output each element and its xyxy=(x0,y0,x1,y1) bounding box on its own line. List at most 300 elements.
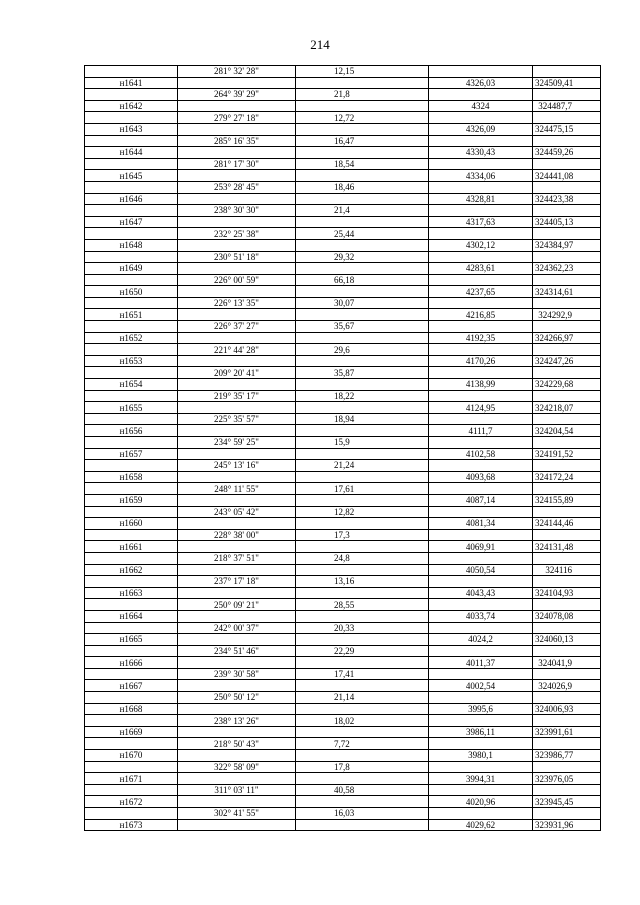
y-coord-cell: 324441,08 xyxy=(533,170,601,182)
angle-cell: 230° 51' 18" xyxy=(178,251,296,263)
table-row xyxy=(85,622,601,634)
angle-cell xyxy=(178,123,296,135)
x-coord-cell: 4283,61 xyxy=(429,263,533,275)
point-cell xyxy=(85,483,178,495)
angle-cell: 285° 16' 35" xyxy=(178,135,296,147)
length-cell xyxy=(296,402,429,414)
point-cell xyxy=(85,622,178,634)
length-cell: 20,33 xyxy=(296,622,429,634)
point-cell: н1645 xyxy=(85,170,178,182)
y-coord-cell xyxy=(533,367,601,379)
length-cell xyxy=(296,425,429,437)
y-coord-cell xyxy=(533,321,601,333)
angle-cell xyxy=(178,147,296,159)
point-cell xyxy=(85,715,178,727)
x-coord-cell xyxy=(429,437,533,449)
point-cell: н1669 xyxy=(85,726,178,738)
angle-cell xyxy=(178,494,296,506)
x-coord-cell: 4081,34 xyxy=(429,518,533,530)
y-coord-cell: 324292,9 xyxy=(533,309,601,321)
length-cell xyxy=(296,170,429,182)
point-cell: н1658 xyxy=(85,471,178,483)
x-coord-cell xyxy=(429,274,533,286)
angle-cell: 250° 09' 21" xyxy=(178,599,296,611)
point-cell: н1642 xyxy=(85,100,178,112)
angle-cell: 225° 35' 57" xyxy=(178,413,296,425)
point-cell: н1650 xyxy=(85,286,178,298)
x-coord-cell xyxy=(429,413,533,425)
x-coord-cell: 4093,68 xyxy=(429,471,533,483)
length-cell xyxy=(296,773,429,785)
table-row xyxy=(85,645,601,657)
table-row xyxy=(85,657,601,669)
x-coord-cell xyxy=(429,112,533,124)
y-coord-cell xyxy=(533,645,601,657)
angle-cell: 250° 50' 12" xyxy=(178,692,296,704)
y-coord-cell xyxy=(533,437,601,449)
table-row xyxy=(85,483,601,495)
length-cell: 28,55 xyxy=(296,599,429,611)
x-coord-cell xyxy=(429,599,533,611)
length-cell: 40,58 xyxy=(296,784,429,796)
y-coord-cell: 324026,9 xyxy=(533,680,601,692)
y-coord-cell xyxy=(533,784,601,796)
angle-cell xyxy=(178,216,296,228)
length-cell xyxy=(296,147,429,159)
x-coord-cell: 4043,43 xyxy=(429,587,533,599)
table-row xyxy=(85,506,601,518)
point-cell xyxy=(85,599,178,611)
angle-cell: 281° 32' 28" xyxy=(178,66,296,78)
x-coord-cell xyxy=(429,460,533,472)
length-cell: 18,22 xyxy=(296,390,429,402)
table-row xyxy=(85,181,601,193)
x-coord-cell xyxy=(429,692,533,704)
x-coord-cell xyxy=(429,784,533,796)
angle-cell xyxy=(178,796,296,808)
x-coord-cell xyxy=(429,158,533,170)
table-row xyxy=(85,773,601,785)
y-coord-cell: 324314,61 xyxy=(533,286,601,298)
table-row xyxy=(85,529,601,541)
point-cell: н1662 xyxy=(85,564,178,576)
y-coord-cell: 324423,38 xyxy=(533,193,601,205)
angle-cell xyxy=(178,379,296,391)
point-cell xyxy=(85,437,178,449)
x-coord-cell: 4216,85 xyxy=(429,309,533,321)
x-coord-cell: 4330,43 xyxy=(429,147,533,159)
table-row xyxy=(85,680,601,692)
table-row xyxy=(85,610,601,622)
length-cell: 18,54 xyxy=(296,158,429,170)
y-coord-cell: 324459,26 xyxy=(533,147,601,159)
x-coord-cell: 4024,2 xyxy=(429,634,533,646)
x-coord-cell xyxy=(429,344,533,356)
y-coord-cell xyxy=(533,390,601,402)
x-coord-cell xyxy=(429,761,533,773)
x-coord-cell xyxy=(429,552,533,564)
angle-cell: 253° 28' 45" xyxy=(178,181,296,193)
point-cell: н1666 xyxy=(85,657,178,669)
table-row xyxy=(85,89,601,101)
y-coord-cell xyxy=(533,112,601,124)
table-row xyxy=(85,251,601,263)
angle-cell: 239° 30' 58" xyxy=(178,668,296,680)
length-cell xyxy=(296,100,429,112)
table-row xyxy=(85,576,601,588)
x-coord-cell xyxy=(429,483,533,495)
length-cell xyxy=(296,541,429,553)
length-cell xyxy=(296,657,429,669)
table-row xyxy=(85,158,601,170)
table-row xyxy=(85,518,601,530)
table-row xyxy=(85,274,601,286)
point-cell xyxy=(85,692,178,704)
x-coord-cell xyxy=(429,89,533,101)
angle-cell xyxy=(178,819,296,831)
point-cell xyxy=(85,645,178,657)
angle-cell xyxy=(178,263,296,275)
table-row xyxy=(85,750,601,762)
x-coord-cell xyxy=(429,738,533,750)
table-row xyxy=(85,216,601,228)
x-coord-cell: 4334,06 xyxy=(429,170,533,182)
table-row xyxy=(85,564,601,576)
table-row xyxy=(85,205,601,217)
x-coord-cell xyxy=(429,506,533,518)
point-cell: н1660 xyxy=(85,518,178,530)
angle-cell: 228° 38' 00" xyxy=(178,529,296,541)
length-cell xyxy=(296,819,429,831)
table-row xyxy=(85,112,601,124)
point-cell xyxy=(85,738,178,750)
y-coord-cell xyxy=(533,181,601,193)
y-coord-cell xyxy=(533,205,601,217)
point-cell xyxy=(85,784,178,796)
y-coord-cell: 324247,26 xyxy=(533,355,601,367)
angle-cell: 221° 44' 28" xyxy=(178,344,296,356)
angle-cell: 234° 51' 46" xyxy=(178,645,296,657)
table-row xyxy=(85,100,601,112)
length-cell: 21,8 xyxy=(296,89,429,101)
point-cell xyxy=(85,506,178,518)
x-coord-cell xyxy=(429,529,533,541)
x-coord-cell xyxy=(429,622,533,634)
y-coord-cell: 324218,07 xyxy=(533,402,601,414)
y-coord-cell: 324104,93 xyxy=(533,587,601,599)
angle-cell: 264° 39' 29" xyxy=(178,89,296,101)
x-coord-cell xyxy=(429,645,533,657)
angle-cell: 311° 03' 11" xyxy=(178,784,296,796)
x-coord-cell: 4324 xyxy=(429,100,533,112)
x-coord-cell: 4138,99 xyxy=(429,379,533,391)
point-cell: н1659 xyxy=(85,494,178,506)
table-row xyxy=(85,761,601,773)
x-coord-cell xyxy=(429,321,533,333)
length-cell xyxy=(296,750,429,762)
angle-cell xyxy=(178,773,296,785)
length-cell xyxy=(296,564,429,576)
x-coord-cell xyxy=(429,297,533,309)
y-coord-cell xyxy=(533,158,601,170)
y-coord-cell: 323991,61 xyxy=(533,726,601,738)
x-coord-cell: 4124,95 xyxy=(429,402,533,414)
y-coord-cell: 324060,13 xyxy=(533,634,601,646)
angle-cell: 226° 00' 59" xyxy=(178,274,296,286)
y-coord-cell xyxy=(533,668,601,680)
y-coord-cell xyxy=(533,251,601,263)
length-cell: 17,61 xyxy=(296,483,429,495)
x-coord-cell: 4237,65 xyxy=(429,286,533,298)
table-row xyxy=(85,135,601,147)
angle-cell xyxy=(178,541,296,553)
angle-cell: 219° 35' 17" xyxy=(178,390,296,402)
angle-cell: 238° 30' 30" xyxy=(178,205,296,217)
y-coord-cell: 324204,54 xyxy=(533,425,601,437)
length-cell xyxy=(296,610,429,622)
table-row xyxy=(85,66,601,78)
angle-cell xyxy=(178,750,296,762)
x-coord-cell: 4011,37 xyxy=(429,657,533,669)
point-cell: н1649 xyxy=(85,263,178,275)
y-coord-cell xyxy=(533,66,601,78)
y-coord-cell xyxy=(533,228,601,240)
length-cell xyxy=(296,355,429,367)
point-cell: н1671 xyxy=(85,773,178,785)
length-cell: 13,16 xyxy=(296,576,429,588)
y-coord-cell xyxy=(533,460,601,472)
length-cell: 17,8 xyxy=(296,761,429,773)
angle-cell: 218° 50' 43" xyxy=(178,738,296,750)
angle-cell: 322° 58' 09" xyxy=(178,761,296,773)
table-row xyxy=(85,309,601,321)
y-coord-cell: 324116 xyxy=(533,564,601,576)
length-cell: 12,15 xyxy=(296,66,429,78)
length-cell: 15,9 xyxy=(296,437,429,449)
y-coord-cell: 323945,45 xyxy=(533,796,601,808)
y-coord-cell: 324405,13 xyxy=(533,216,601,228)
point-cell xyxy=(85,367,178,379)
y-coord-cell xyxy=(533,135,601,147)
table-row xyxy=(85,413,601,425)
table-row xyxy=(85,784,601,796)
length-cell: 7,72 xyxy=(296,738,429,750)
point-cell: н1663 xyxy=(85,587,178,599)
point-cell xyxy=(85,251,178,263)
table-row xyxy=(85,552,601,564)
point-cell: н1667 xyxy=(85,680,178,692)
length-cell: 18,02 xyxy=(296,715,429,727)
x-coord-cell: 4050,54 xyxy=(429,564,533,576)
table-row xyxy=(85,587,601,599)
x-coord-cell: 4102,58 xyxy=(429,448,533,460)
angle-cell xyxy=(178,726,296,738)
point-cell xyxy=(85,66,178,78)
length-cell: 21,14 xyxy=(296,692,429,704)
y-coord-cell: 324131,48 xyxy=(533,541,601,553)
y-coord-cell: 324509,41 xyxy=(533,77,601,89)
y-coord-cell: 324362,23 xyxy=(533,263,601,275)
angle-cell: 232° 25' 38" xyxy=(178,228,296,240)
length-cell: 66,18 xyxy=(296,274,429,286)
angle-cell: 226° 13' 35" xyxy=(178,297,296,309)
y-coord-cell xyxy=(533,715,601,727)
angle-cell xyxy=(178,355,296,367)
length-cell: 18,46 xyxy=(296,181,429,193)
point-cell: н1644 xyxy=(85,147,178,159)
y-coord-cell xyxy=(533,89,601,101)
length-cell xyxy=(296,286,429,298)
table-row xyxy=(85,437,601,449)
angle-cell: 226° 37' 27" xyxy=(178,321,296,333)
angle-cell xyxy=(178,471,296,483)
point-cell xyxy=(85,668,178,680)
x-coord-cell: 3994,31 xyxy=(429,773,533,785)
x-coord-cell: 4302,12 xyxy=(429,239,533,251)
length-cell: 22,29 xyxy=(296,645,429,657)
point-cell xyxy=(85,274,178,286)
angle-cell xyxy=(178,239,296,251)
x-coord-cell xyxy=(429,228,533,240)
table-row xyxy=(85,494,601,506)
x-coord-cell: 4326,03 xyxy=(429,77,533,89)
angle-cell: 234° 59' 25" xyxy=(178,437,296,449)
y-coord-cell xyxy=(533,761,601,773)
y-coord-cell: 323976,05 xyxy=(533,773,601,785)
point-cell xyxy=(85,576,178,588)
length-cell: 12,72 xyxy=(296,112,429,124)
length-cell xyxy=(296,239,429,251)
x-coord-cell xyxy=(429,251,533,263)
table-row xyxy=(85,321,601,333)
point-cell xyxy=(85,413,178,425)
table-row xyxy=(85,77,601,89)
length-cell: 24,8 xyxy=(296,552,429,564)
point-cell: н1670 xyxy=(85,750,178,762)
table-row xyxy=(85,170,601,182)
table-row xyxy=(85,147,601,159)
x-coord-cell xyxy=(429,181,533,193)
table-row xyxy=(85,726,601,738)
angle-cell: 243° 05' 42" xyxy=(178,506,296,518)
angle-cell: 279° 27' 18" xyxy=(178,112,296,124)
point-cell xyxy=(85,158,178,170)
length-cell xyxy=(296,726,429,738)
table-row xyxy=(85,239,601,251)
table-row xyxy=(85,599,601,611)
y-coord-cell: 324155,89 xyxy=(533,494,601,506)
point-cell: н1647 xyxy=(85,216,178,228)
x-coord-cell: 3980,1 xyxy=(429,750,533,762)
point-cell xyxy=(85,321,178,333)
y-coord-cell: 324266,97 xyxy=(533,332,601,344)
length-cell xyxy=(296,123,429,135)
point-cell xyxy=(85,112,178,124)
length-cell xyxy=(296,263,429,275)
y-coord-cell xyxy=(533,808,601,820)
table-row xyxy=(85,379,601,391)
point-cell xyxy=(85,297,178,309)
table-row xyxy=(85,448,601,460)
angle-cell xyxy=(178,634,296,646)
angle-cell: 245° 13' 16" xyxy=(178,460,296,472)
table-row xyxy=(85,402,601,414)
table-row xyxy=(85,228,601,240)
angle-cell xyxy=(178,680,296,692)
x-coord-cell xyxy=(429,205,533,217)
x-coord-cell: 4069,91 xyxy=(429,541,533,553)
coordinates-table xyxy=(84,65,601,831)
x-coord-cell: 4029,62 xyxy=(429,819,533,831)
length-cell xyxy=(296,634,429,646)
point-cell: н1643 xyxy=(85,123,178,135)
angle-cell xyxy=(178,564,296,576)
length-cell xyxy=(296,309,429,321)
x-coord-cell: 4326,09 xyxy=(429,123,533,135)
angle-cell xyxy=(178,518,296,530)
table-row xyxy=(85,460,601,472)
length-cell: 17,3 xyxy=(296,529,429,541)
y-coord-cell xyxy=(533,692,601,704)
x-coord-cell: 3995,6 xyxy=(429,703,533,715)
table-row xyxy=(85,123,601,135)
length-cell: 12,82 xyxy=(296,506,429,518)
angle-cell: 209° 20' 41" xyxy=(178,367,296,379)
length-cell xyxy=(296,518,429,530)
angle-cell xyxy=(178,703,296,715)
length-cell: 30,07 xyxy=(296,297,429,309)
angle-cell xyxy=(178,402,296,414)
point-cell xyxy=(85,228,178,240)
y-coord-cell: 323931,96 xyxy=(533,819,601,831)
point-cell xyxy=(85,529,178,541)
x-coord-cell xyxy=(429,66,533,78)
table-row xyxy=(85,808,601,820)
angle-cell: 237° 17' 18" xyxy=(178,576,296,588)
x-coord-cell xyxy=(429,715,533,727)
y-coord-cell: 324078,08 xyxy=(533,610,601,622)
length-cell: 16,47 xyxy=(296,135,429,147)
point-cell: н1654 xyxy=(85,379,178,391)
length-cell: 18,94 xyxy=(296,413,429,425)
y-coord-cell xyxy=(533,506,601,518)
y-coord-cell: 324475,15 xyxy=(533,123,601,135)
point-cell: н1673 xyxy=(85,819,178,831)
length-cell: 17,41 xyxy=(296,668,429,680)
point-cell xyxy=(85,552,178,564)
point-cell: н1646 xyxy=(85,193,178,205)
point-cell: н1672 xyxy=(85,796,178,808)
length-cell xyxy=(296,703,429,715)
length-cell xyxy=(296,216,429,228)
y-coord-cell xyxy=(533,576,601,588)
angle-cell xyxy=(178,587,296,599)
x-coord-cell xyxy=(429,808,533,820)
angle-cell xyxy=(178,657,296,669)
point-cell: н1668 xyxy=(85,703,178,715)
x-coord-cell xyxy=(429,576,533,588)
y-coord-cell xyxy=(533,274,601,286)
table-row xyxy=(85,471,601,483)
point-cell: н1657 xyxy=(85,448,178,460)
y-coord-cell: 324487,7 xyxy=(533,100,601,112)
table-row xyxy=(85,355,601,367)
table-row xyxy=(85,263,601,275)
table-row xyxy=(85,193,601,205)
x-coord-cell: 4192,35 xyxy=(429,332,533,344)
table-row xyxy=(85,541,601,553)
length-cell: 16,03 xyxy=(296,808,429,820)
